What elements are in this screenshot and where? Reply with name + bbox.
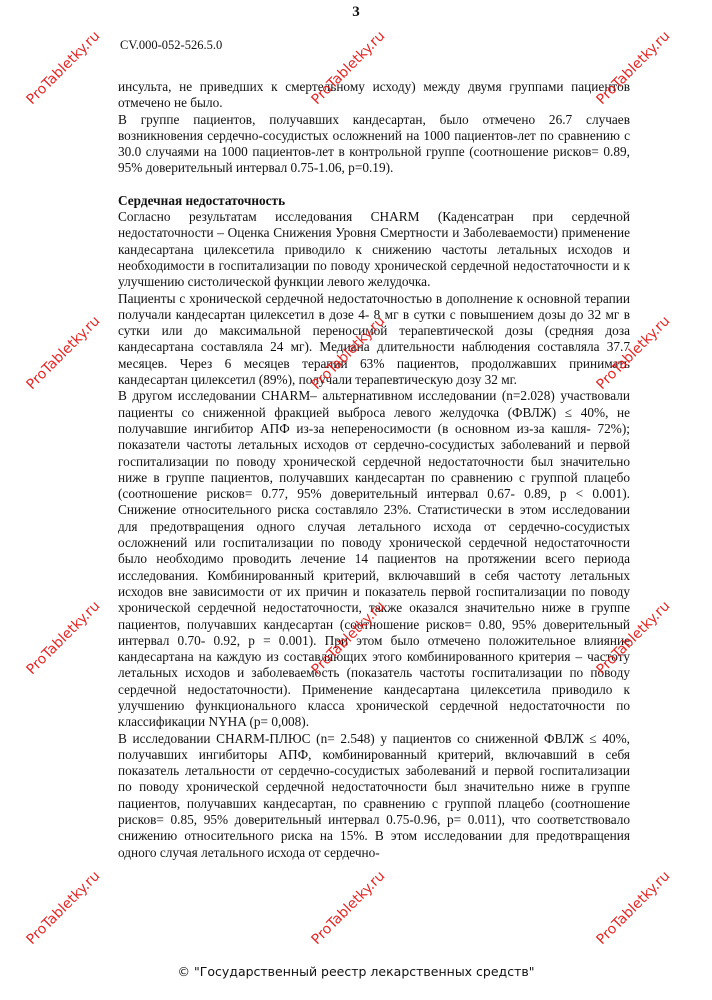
watermark: ProTabletky.ru [593, 28, 674, 108]
page-number: 3 [352, 4, 360, 20]
watermark: ProTabletky.ru [308, 598, 389, 678]
paragraph: В группе пациентов, получавших кандесартан, было отмечено 26.7 случаев возникновения сердечно-сосудистых осложнений на 1000 пациентов-лет по сравнению с 30.0 случаями на 1000 пациентов-лет в контрольной группе (соотношение рисков= 0.89, 95% доверительный интервал 0.75-1.06, p=0.19). [118, 111, 630, 176]
watermark: ProTabletky.ru [23, 313, 104, 393]
document-body [118, 79, 630, 861]
paragraph: Согласно результатам исследования CHARM (Каденсатран при сердечной недостаточности – Оценка Снижения Уровня Смертности и Заболеваемости) применение кандесартана цилексетила приводило к снижению частоты летальных исходов и необходимости в госпитализации по поводу хронической сердечной недостаточности и к улучшению систолической функции левого желудочка. [118, 209, 630, 290]
paragraph: В другом исследовании CHARM– альтернативном исследовании (n=2.028) участвовали пациенты со сниженной фракцией выброса левого желудочка (ФВЛЖ) ≤ 40%, не получавшие ингибитор АПФ из-за непереносимости (в основном из-за кашля- 72%); показатели частоты летальных исходов от сердечно-сосудистых заболеваний и первой госпитализации по поводу хронической сердечной недостаточности был значительно ниже в группе пациентов, получавших кандесартан по сравнению с группой плацебо (соотношение рисков= 0.77, 95% доверительный интервал 0.67- 0.89, p < 0.001). Снижение относительного риска составляло 23%. Статистически в этом исследовании для предотвращения одного случая летального исхода от сердечно-сосудистых осложнений или госпитализации по поводу хронической сердечной недостаточности было необходимо проводить лечение 14 пациентов на протяжении всего периода исследования. Комбинированный критерий, включавший в себя частоту летальных исходов вне зависимости от их причин и показатель первой госпитализации по поводу хронической сердечной недостаточности, также оказался значительно ниже в группе пациентов, получавших кандесартан (соотношение рисков= 0.80, 95% доверительный интервал 0.70- 0.92, p = 0.001). При этом было отмечено положительное влияние кандесартана на каждую из составляющих этого комбинированного критерия – частоту летальных исходов и заболеваемость (показатель частоты госпитализации по поводу сердечной недостаточности). Применение кандесартана цилексетила приводило к улучшению функционального класса хронической сердечной недостаточности по классификации NYHA (p= 0,008). [118, 388, 630, 730]
watermark: ProTabletky.ru [23, 598, 104, 678]
watermark: ProTabletky.ru [593, 313, 674, 393]
watermark: ProTabletky.ru [593, 598, 674, 678]
footer-copyright: © "Государственный реестр лекарственных средств" [177, 964, 535, 979]
section-heading: Сердечная недостаточность [118, 192, 286, 208]
paragraph: В исследовании CHARM-ПЛЮС (n= 2.548) у пациентов со сниженной ФВЛЖ ≤ 40%, получавших ингибиторы АПФ, комбинированный критерий, включавший в себя показатель летальности от сердечно-сосудистых заболеваний и первой госпитализации по поводу хронической сердечной недостаточности был значительно ниже в группе пациентов, получавших кандесартан, по сравнению с группой плацебо (соотношение рисков= 0.85, 95% доверительный интервал 0.75-0.96, p= 0.011), что соответствовало снижению относительного риска на 15%. В этом исследовании для предотвращения одного случая летального исхода от сердечно- [118, 730, 630, 860]
watermark: ProTabletky.ru [23, 28, 104, 108]
paragraph: Пациенты с хронической сердечной недостаточностью в дополнение к основной терапии получали кандесартан цилексетил в дозе 4- 8 мг в сутки с повышением дозы до 32 мг в сутки или до максимальной переносимой терапевтической дозы (средняя доза кандесартана составляла 24 мг). Медиана длительности наблюдения составляла 37.7 месяцев. Через 6 месяцев терапии 63% пациентов, продолжавших принимать кандесартан цилексетил (89%), получали терапевтическую дозу 32 мг. [118, 290, 630, 388]
watermark: ProTabletky.ru [593, 868, 674, 948]
watermark: ProTabletky.ru [308, 313, 389, 393]
document-code: CV.000-052-526.5.0 [120, 38, 223, 52]
paragraph: инсульта, не приведших к смертельному исходу) между двумя группами пациентов отмечено не было. [118, 79, 630, 111]
watermark: ProTabletky.ru [308, 868, 389, 948]
watermark: ProTabletky.ru [308, 28, 389, 108]
watermark: ProTabletky.ru [23, 868, 104, 948]
